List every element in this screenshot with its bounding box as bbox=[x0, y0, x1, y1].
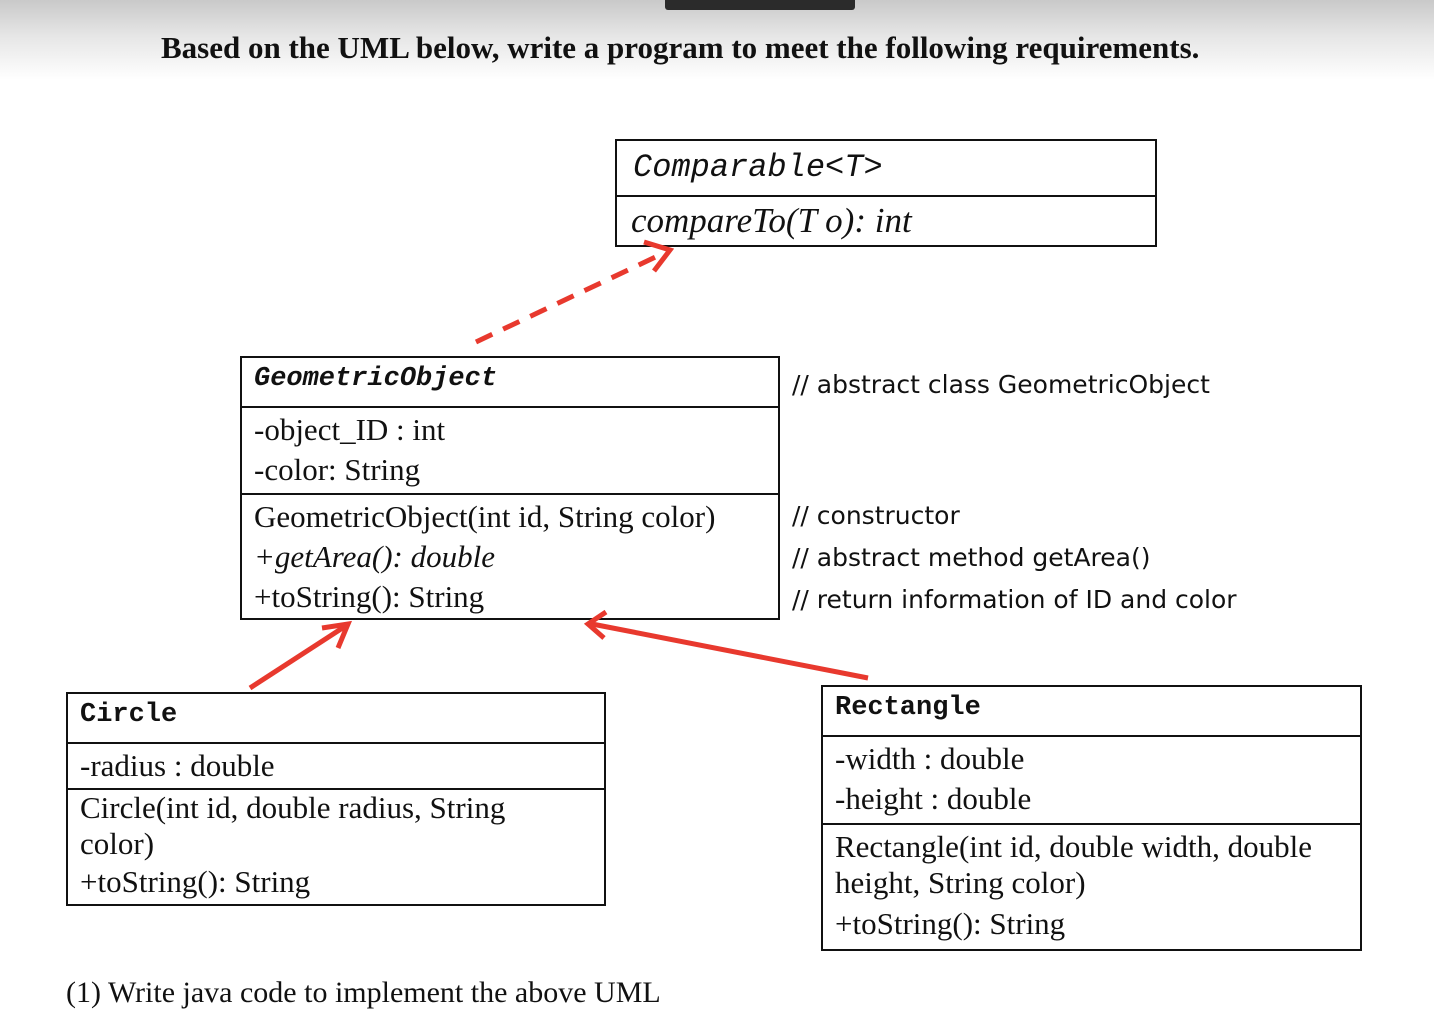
realization-arrowhead bbox=[644, 242, 670, 271]
note-to-string: // return information of ID and color bbox=[792, 585, 1237, 614]
note-constructor: // constructor bbox=[792, 501, 960, 530]
partial-instruction-text: (1) Write java code to implement the above UML bbox=[66, 976, 661, 1009]
note-abstract-class: // abstract class GeometricObject bbox=[792, 370, 1210, 399]
method-rectangle-constructor: Rectangle(int id, double width, double bbox=[835, 829, 1312, 864]
rectangle-inheritance-line bbox=[592, 624, 868, 678]
field-width: -width : double bbox=[835, 741, 1025, 776]
method-constructor: GeometricObject(int id, String color) bbox=[254, 499, 716, 534]
field-radius: -radius : double bbox=[80, 748, 275, 783]
rectangle-title: Rectangle bbox=[835, 693, 981, 723]
method-circle-constructor: Circle(int id, double radius, String bbox=[80, 790, 506, 825]
field-object-id: -object_ID : int bbox=[254, 412, 446, 447]
method-circle-to-string: +toString(): String bbox=[80, 864, 311, 899]
method-to-string: +toString(): String bbox=[254, 579, 485, 614]
circle-title: Circle bbox=[80, 700, 178, 730]
field-color: -color: String bbox=[254, 452, 421, 487]
field-height: -height : double bbox=[835, 781, 1032, 816]
geometric-object-title: GeometricObject bbox=[254, 364, 498, 394]
page-heading: Based on the UML below, write a program to meet the following requirements. bbox=[161, 30, 1200, 65]
realization-arrow-line bbox=[476, 253, 664, 342]
comparable-title: Comparable<T> bbox=[633, 149, 883, 186]
circle-inheritance-line bbox=[250, 627, 344, 688]
comparable-method: compareTo(T o): int bbox=[631, 201, 912, 240]
method-get-area: +getArea(): double bbox=[254, 539, 495, 574]
method-circle-constructor-cont: color) bbox=[80, 826, 155, 861]
method-rectangle-to-string: +toString(): String bbox=[835, 906, 1066, 941]
method-rectangle-constructor-cont: height, String color) bbox=[835, 865, 1086, 900]
note-abstract-method: // abstract method getArea() bbox=[792, 543, 1151, 572]
